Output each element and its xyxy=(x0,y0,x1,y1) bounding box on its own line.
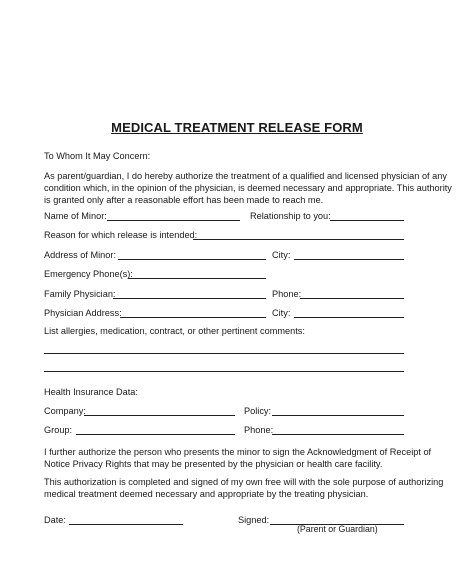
date-field[interactable] xyxy=(69,524,183,525)
relationship-label: Relationship to you: xyxy=(250,211,331,221)
group-field[interactable] xyxy=(76,434,235,435)
address-of-minor-label: Address of Minor: xyxy=(44,250,116,260)
reason-label: Reason for which release is intended: xyxy=(44,230,198,240)
policy-label: Policy: xyxy=(244,406,272,416)
signer-caption: (Parent or Guardian) xyxy=(297,524,378,534)
name-of-minor-label: Name of Minor: xyxy=(44,211,107,221)
completion-line-2: medical treatment deemed necessary and appropriate by the treating physician. xyxy=(44,489,369,499)
physician-address-field[interactable] xyxy=(120,317,266,318)
family-physician-field[interactable] xyxy=(113,298,266,299)
city-field-1[interactable] xyxy=(294,259,404,260)
company-field[interactable] xyxy=(84,415,235,416)
allergies-line-2[interactable] xyxy=(44,371,404,372)
completion-line-1: This authorization is completed and signed of my own free will with the sole purpose of authorizing xyxy=(44,477,444,487)
emergency-phone-field[interactable] xyxy=(128,278,266,279)
date-label: Date: xyxy=(44,515,66,525)
emergency-phone-label: Emergency Phone(s): xyxy=(44,269,133,279)
address-of-minor-field[interactable] xyxy=(118,259,266,260)
reason-field[interactable] xyxy=(193,239,404,240)
relationship-field[interactable] xyxy=(330,220,404,221)
intro-line-1: As parent/guardian, I do hereby authorize the treatment of a qualified and licensed physician of any xyxy=(44,171,447,181)
family-physician-label: Family Physician: xyxy=(44,289,116,299)
salutation: To Whom It May Concern: xyxy=(44,151,151,161)
signed-label: Signed: xyxy=(238,515,270,525)
insurance-heading: Health Insurance Data: xyxy=(44,387,138,397)
phone-label: Phone: xyxy=(272,289,302,299)
city-label-2: City: xyxy=(272,308,291,318)
city-field-2[interactable] xyxy=(294,317,404,318)
policy-field[interactable] xyxy=(272,415,404,416)
insurance-phone-field[interactable] xyxy=(272,434,404,435)
phone-field[interactable] xyxy=(300,298,404,299)
authorize-line-1: I further authorize the person who presents the minor to sign the Acknowledgment of Receipt of xyxy=(44,447,432,457)
authorize-line-2: Notice Privacy Rights that may be presented by the physician or health care facility. xyxy=(44,459,383,469)
intro-line-3: is granted only after a reasonable effort has been made to reach me. xyxy=(44,195,324,205)
physician-address-label: Physician Address: xyxy=(44,308,122,318)
allergies-line-1[interactable] xyxy=(44,353,404,354)
intro-line-2: condition which, in the opinion of the physician, is deemed necessary and appropriate. This authority xyxy=(44,183,452,193)
allergies-label: List allergies, medication, contract, or other pertinent comments: xyxy=(44,326,305,336)
company-label: Company: xyxy=(44,406,86,416)
city-label-1: City: xyxy=(272,250,291,260)
form-title: MEDICAL TREATMENT RELEASE FORM xyxy=(111,120,363,135)
insurance-phone-label: Phone: xyxy=(244,425,274,435)
group-label: Group: xyxy=(44,425,73,435)
name-of-minor-field[interactable] xyxy=(107,220,240,221)
